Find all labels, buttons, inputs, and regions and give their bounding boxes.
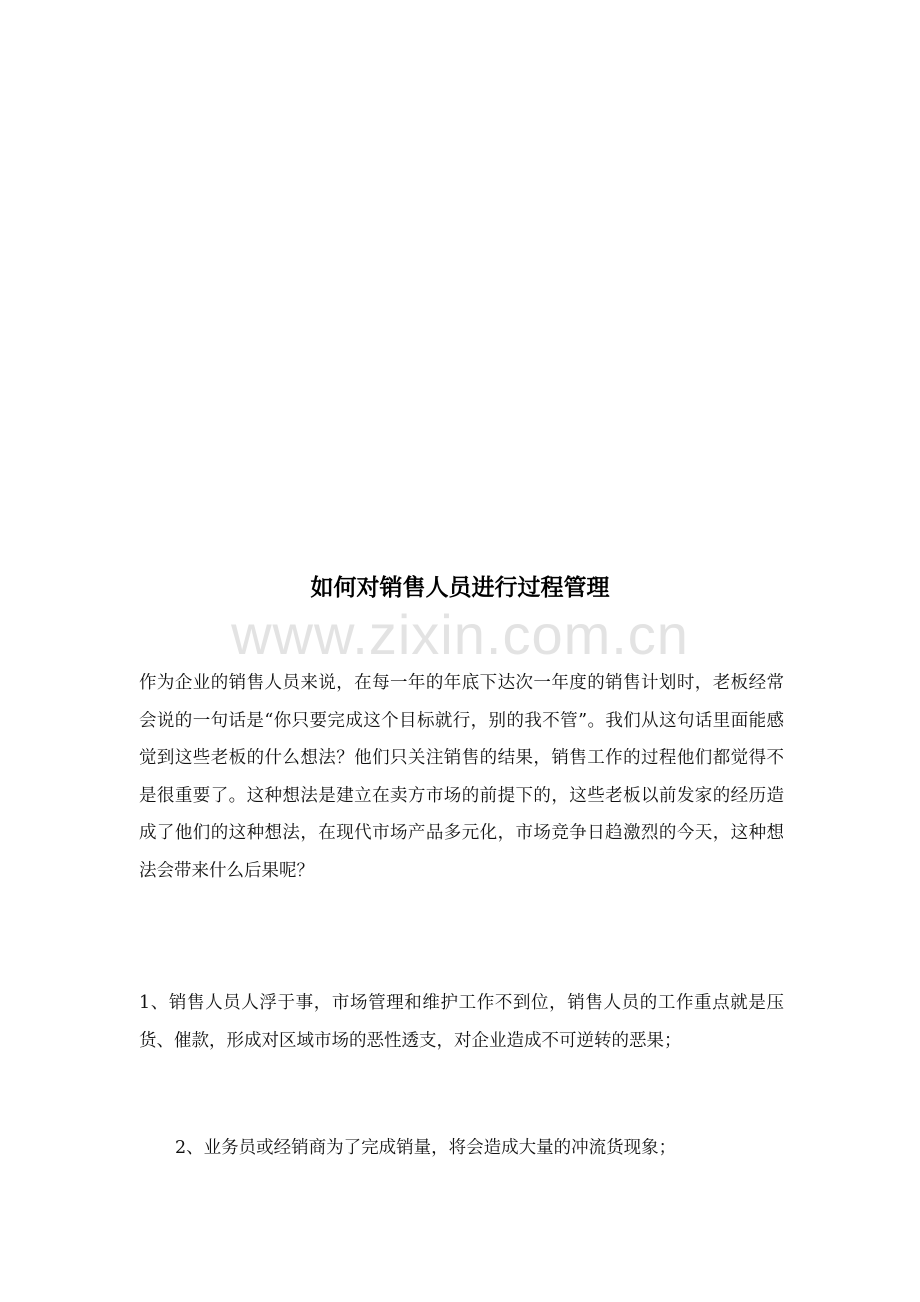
point-1-paragraph: 1、销售人员人浮于事，市场管理和维护工作不到位，销售人员的工作重点就是压货、催款，形成对区域市场的恶性透支，对企业造成不可逆转的恶果； [139,993,784,1051]
watermark: www.zixin.com.cn [231,603,689,666]
intro-paragraph: 作为企业的销售人员来说，在每一年的年底下达次一年度的销售计划时，老板经常会说的一句话是“你只要完成这个目标就行，别的我不管”。我们从这句话里面能感觉到这些老板的什么想法？他们只关注销售的结果，销售工作的过程他们都觉得不是很重要了。这种想法是建立在卖方市场的前提下的，这些老板以前发家的经历造成了他们的这种想法，在现代市场产品多元化，市场竞争日趋激烈的今天，这种想法会带来什么后果呢？ [139,673,784,881]
document-title: 如何对销售人员进行过程管理 [310,575,610,601]
point-2-paragraph: 2、业务员或经销商为了完成销量，将会造成大量的冲流货现象； [175,1138,677,1158]
